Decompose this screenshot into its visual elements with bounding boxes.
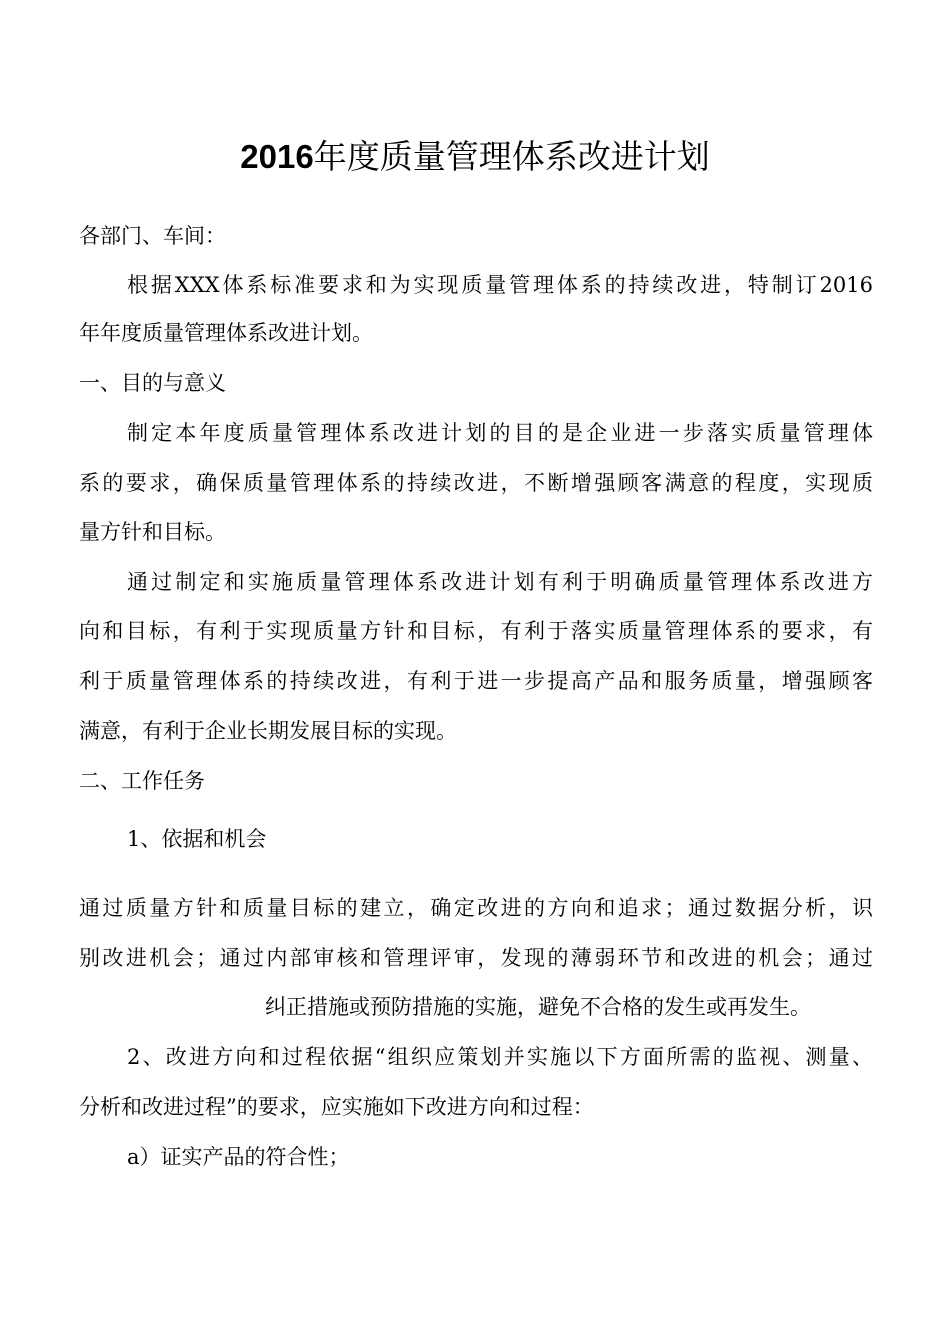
paragraph-line: 系的要求，确保质量管理体系的持续改进，不断增强顾客满意的程度，实现质 (79, 471, 873, 495)
paragraph-line: 分析和改进过程”的要求，应实施如下改进方向和过程： (79, 1095, 594, 1119)
paragraph-line: 通过质量方针和质量目标的建立，确定改进的方向和追求；通过数据分析，识 (79, 896, 873, 920)
paragraph-line: 2、改进方向和过程依据“组织应策划并实施以下方面所需的监视、测量、 (127, 1045, 873, 1069)
title-text: 年度质量管理体系改进计划 (313, 137, 710, 176)
list-item: a）证实产品的符合性； (127, 1145, 350, 1169)
paragraph-line: 年年度质量管理体系改进计划。 (79, 321, 373, 345)
paragraph-line: 制定本年度质量管理体系改进计划的目的是企业进一步落实质量管理体 (127, 421, 873, 445)
section-heading: 一、目的与意义 (79, 371, 226, 395)
section-heading: 二、工作任务 (79, 769, 205, 793)
paragraph-line: 别改进机会；通过内部审核和管理评审，发现的薄弱环节和改进的机会；通过 (79, 946, 873, 970)
subsection-heading: 1、依据和机会 (127, 827, 267, 851)
paragraph-line: 满意，有利于企业长期发展目标的实现。 (79, 719, 457, 743)
paragraph-line: 量方针和目标。 (79, 520, 226, 544)
document-title (0, 133, 950, 181)
paragraph-line: 向和目标，有利于实现质量方针和目标，有利于落实质量管理体系的要求，有 (79, 619, 873, 643)
paragraph-line: 根据XXX体系标准要求和为实现质量管理体系的持续改进，特制订2016 (127, 273, 873, 297)
title-year: 2016 (240, 138, 314, 175)
paragraph-line: 纠正措施或预防措施的实施，避免不合格的发生或再发生。 (265, 995, 811, 1019)
salutation: 各部门、车间： (79, 224, 226, 248)
paragraph-line: 利于质量管理体系的持续改进，有利于进一步提高产品和服务质量，增强顾客 (79, 669, 873, 693)
paragraph-line: 通过制定和实施质量管理体系改进计划有利于明确质量管理体系改进方 (127, 570, 873, 594)
